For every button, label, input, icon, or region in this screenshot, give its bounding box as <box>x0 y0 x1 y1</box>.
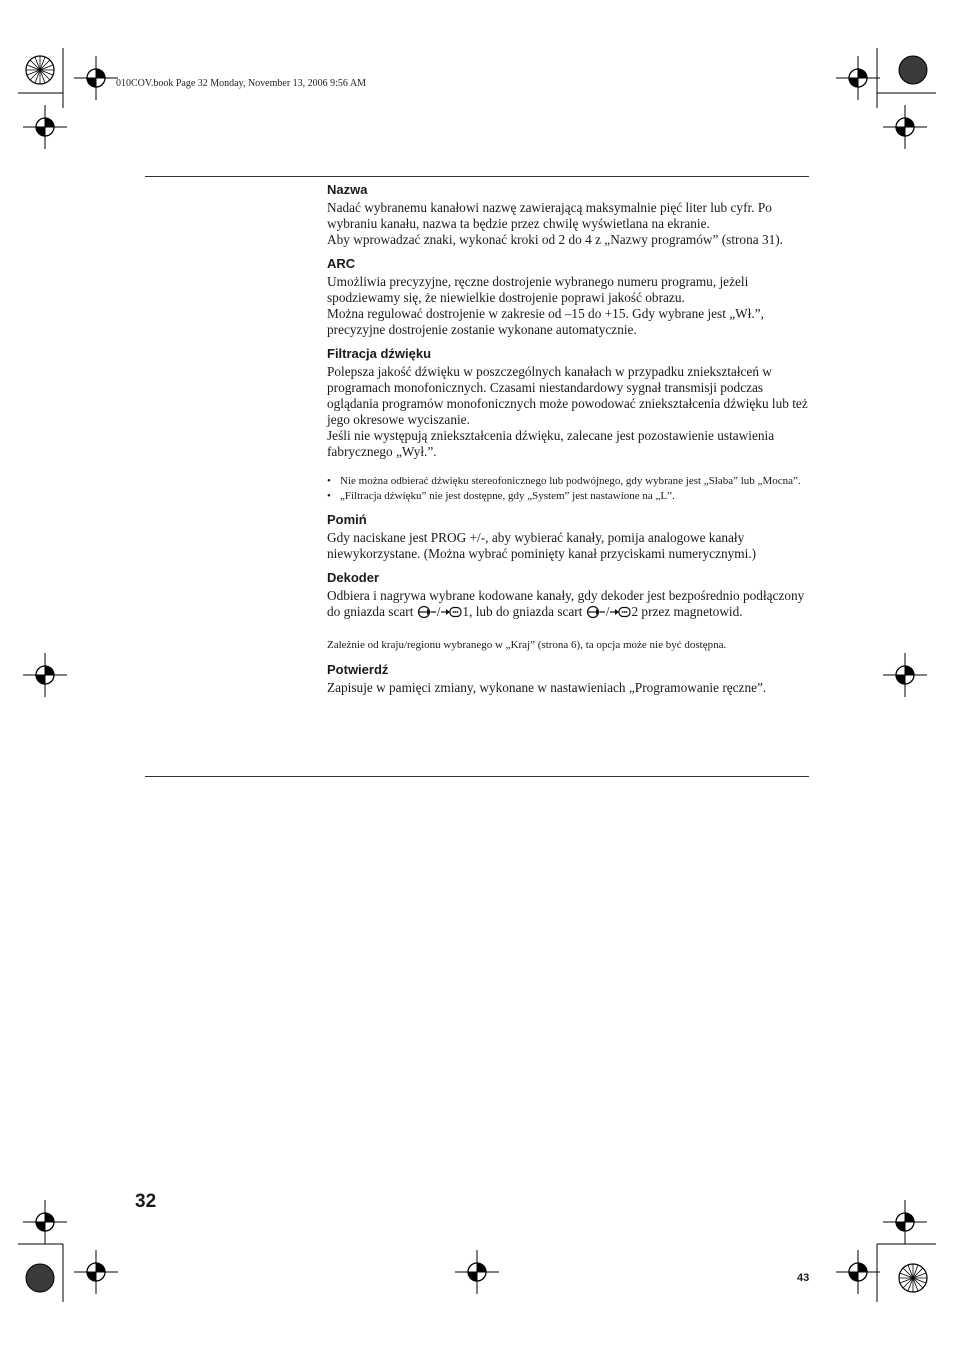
section-title: ARC <box>327 256 356 271</box>
note-item: • „Filtracja dźwięku” nie jest dostępne, gdy „System” jest nastawione na „L”. <box>327 489 809 504</box>
section-title: Pomiń <box>327 512 367 527</box>
scart-input-icon <box>586 605 606 623</box>
paragraph: Aby wprowadzać znaki, wykonać kroki od 2 do 4 z „Nazwy programów” (strona 31). <box>327 232 784 247</box>
settings-description <box>327 181 809 703</box>
section-pomin <box>327 511 809 562</box>
paragraph: Polepsza jakość dźwięku w poszczególnych kanałach w przypadku zniekształceń w programach monofonicznych. Czasami niestandardowy sygnał transmisji podczas oglądania programów monofonicznych może powodować zniekształcenia dźwięku lub też jego okresowe wyciszanie. <box>327 364 808 427</box>
scart-input-icon <box>417 605 437 623</box>
scart-output-icon <box>440 605 462 623</box>
text-segment: Odbiera i nagrywa wybrane kodowane kanały, gdy dekoder jest bezpośrednio podłączony do gniazda scart <box>327 588 805 619</box>
section-title: Filtracja dźwięku <box>327 346 432 361</box>
top-rule <box>145 176 809 177</box>
section-title: Dekoder <box>327 570 380 585</box>
sheet-number: 43 <box>797 1272 810 1284</box>
text-segment: 2 przez magnetowid. <box>631 604 743 619</box>
paragraph: Zapisuje w pamięci zmiany, wykonane w nastawieniach „Programowanie ręczne”. <box>327 680 767 695</box>
slash: / <box>605 604 610 619</box>
section-filtracja-dzwieku <box>327 345 809 504</box>
note-item: • Nie można odbierać dźwięku stereofonicznego lub podwójnego, gdy wybrane jest „Słaba” lub „Mocna”. <box>327 474 809 489</box>
section-nazwa <box>327 181 809 248</box>
page-number: 32 <box>135 1191 157 1212</box>
section-title: Potwierdź <box>327 662 389 677</box>
text-segment: 1, lub do gniazda scart <box>462 604 586 619</box>
bottom-rule <box>145 776 809 777</box>
notes-list <box>327 474 809 504</box>
paragraph <box>327 588 809 623</box>
section-potwierdz <box>327 661 809 696</box>
availability-note: Zależnie od kraju/regionu wybranego w „Kraj” (strona 6), ta opcja może nie być dostępna. <box>327 639 727 651</box>
paragraph: Jeśli nie występują zniekształcenia dźwięku, zalecane jest pozostawienie ustawienia fabrycznego „Wył.”. <box>327 428 775 459</box>
paragraph: Umożliwia precyzyjne, ręczne dostrojenie wybranego numeru programu, jeżeli spodziewamy się, że niewielkie dostrojenie poprawi jakość obrazu. <box>327 274 749 305</box>
section-arc <box>327 255 809 338</box>
paragraph: Nadać wybranemu kanałowi nazwę zawierającą maksymalnie pięć liter lub cyfr. Po wybraniu kanału, nazwa ta będzie przez chwilę wyświetlana na ekranie. <box>327 200 772 231</box>
paragraph: Można regulować dostrojenie w zakresie od –15 do +15. Gdy wybrane jest „Wł.”, precyzyjne dostrojenie zostanie wykonane automatycznie. <box>327 306 764 337</box>
section-title: Nazwa <box>327 182 368 197</box>
paragraph: Gdy naciskane jest PROG +/-, aby wybierać kanały, pomija analogowe kanały niewykorzystane. (Można wybrać pominięty kanał przyciskami numerycznymi.) <box>327 530 757 561</box>
file-info-header: 010COV.book Page 32 Monday, November 13, 2006 9:56 AM <box>116 78 366 89</box>
section-dekoder <box>327 569 809 653</box>
scart-output-icon <box>609 605 631 623</box>
slash: / <box>436 604 441 619</box>
